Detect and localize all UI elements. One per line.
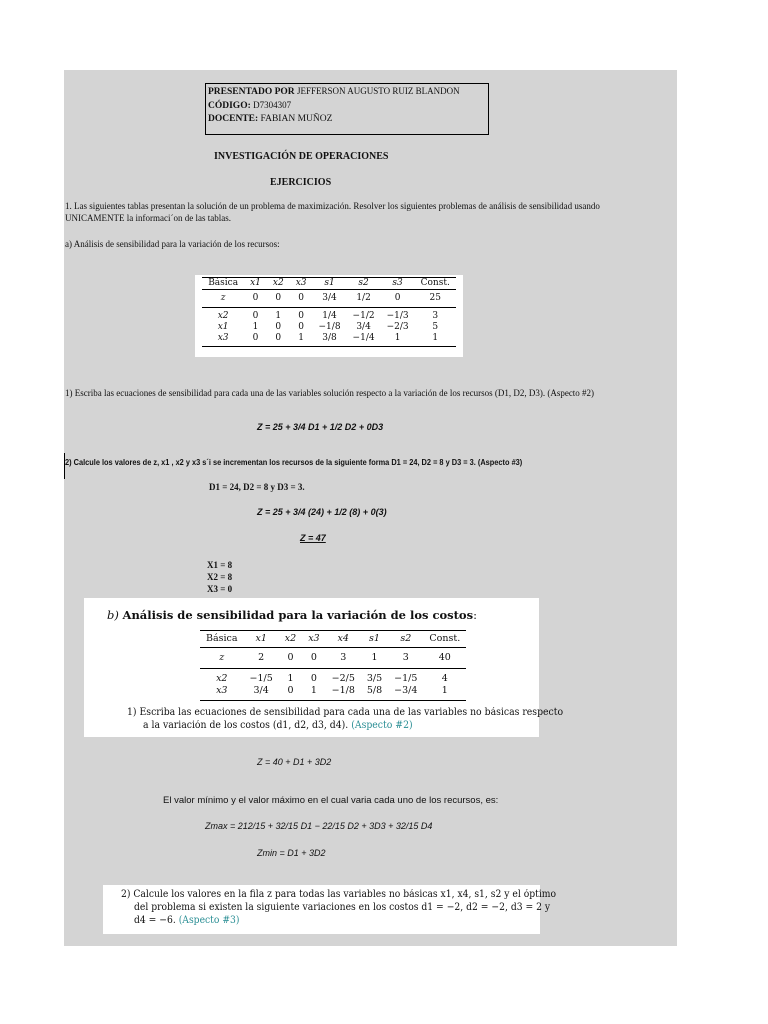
section-b-question-2-line-1: 2) Calcule los valores en la fila z para todas las variables no básicas x1, x4, s1, s2 y el óptimo: [121, 889, 557, 900]
table-header-cell: s1: [361, 631, 388, 648]
table-cell: −1/3: [386, 311, 409, 321]
section-b-prefix: b): [107, 608, 119, 622]
table-cell: 0: [279, 685, 302, 701]
table-cell: 0: [290, 290, 313, 308]
document-subtitle: EJERCICIOS: [270, 177, 332, 188]
table-cell: 0: [267, 290, 290, 308]
table-cell: 0: [310, 673, 317, 684]
codigo-value: D7304307: [253, 100, 292, 110]
table-header-cell: x3: [302, 631, 325, 648]
zmin-equation: Zmin = D1 + 3D2: [257, 848, 326, 858]
section-a-question-1: 1) Escriba las ecuaciones de sensibilidad para cada una de las variables solución respecto a la variación de los recursos (D1, D2, D3). (Aspecto #2): [65, 388, 595, 398]
table-header-cell: x2: [279, 631, 302, 648]
table-cell: 3: [326, 648, 361, 669]
table-cell: 1: [302, 685, 325, 701]
table-cell: 25: [415, 290, 456, 308]
table-cell: −1/5: [249, 673, 273, 684]
table-cell: 0: [298, 311, 304, 321]
presentado-label: PRESENTADO POR: [208, 87, 295, 97]
table-cell: 1/4: [322, 311, 337, 321]
presentado-line: [208, 85, 486, 99]
table-cell: −1/5: [394, 673, 418, 684]
table-cell: −2/3: [386, 322, 409, 332]
x2-value: X2 = 8: [207, 572, 233, 582]
table-cell: 0: [275, 322, 282, 332]
section-b-heading-line: [107, 608, 477, 622]
costs-table: [200, 630, 466, 701]
table-header-cell: Básica: [202, 278, 244, 290]
section-a-heading: a) Análisis de sensibilidad para la variación de los recursos:: [65, 239, 280, 249]
section-b-question-1-line-2: [143, 720, 413, 731]
table-cell: 5/8: [361, 685, 388, 701]
table-cell: 40: [423, 648, 466, 669]
section-a-equation-1: Z = 25 + 3/4 D1 + 1/2 D2 + 0D3: [257, 422, 384, 432]
table-cell: −1/4: [347, 333, 381, 347]
table-cell: 3/5: [366, 673, 383, 684]
author-info-box: [205, 83, 489, 135]
table-row-z: [202, 290, 456, 308]
presentado-value: JEFFERSON AUGUSTO RUIZ BLANDON: [297, 86, 460, 96]
table-cell: 3/4: [313, 290, 347, 308]
table-cell: 4: [441, 673, 448, 684]
table-row: [202, 333, 456, 347]
table-row: [200, 685, 466, 701]
document-page: [64, 70, 677, 946]
codigo-line: [208, 99, 486, 113]
table-header-cell: s1: [313, 278, 347, 290]
document-title: INVESTIGACIÓN DE OPERACIONES: [214, 151, 389, 162]
table-cell: 0: [244, 290, 267, 308]
docente-label: DOCENTE:: [208, 114, 259, 124]
table-header-cell: Básica: [200, 631, 244, 648]
given-values: D1 = 24, D2 = 8 y D3 = 3.: [209, 482, 305, 492]
docente-line: [208, 113, 486, 126]
table-cell: 3/4: [244, 685, 279, 701]
table-cell: 1: [415, 333, 456, 347]
table-cell: 0: [279, 648, 302, 669]
table-cell: −1/2: [352, 311, 375, 321]
section-b-question-2-text: d4 = −6.: [134, 915, 176, 926]
costs-panel: [84, 598, 564, 737]
table-cell: −1/8: [326, 685, 361, 701]
table-cell: 0: [302, 648, 325, 669]
section-b-equation-1: Z = 40 + D1 + 3D2: [257, 757, 332, 767]
x3-value: X3 = 0: [207, 584, 233, 594]
table-cell: 0: [298, 322, 304, 332]
resources-table: [202, 277, 456, 347]
aspect-2-link: (Aspecto #2): [351, 720, 413, 731]
aspect-3-link: (Aspecto #3): [178, 915, 240, 926]
table-cell: x2: [217, 311, 229, 321]
table-cell: 1: [287, 673, 294, 684]
table-cell: −2/5: [331, 673, 355, 684]
table-cell: 0: [381, 290, 415, 308]
table-row-z: [200, 648, 466, 669]
table-cell: 3: [432, 311, 439, 321]
section-b-question-1-line-1: 1) Escriba las ecuaciones de sensibilidad para cada una de las variables no básicas respecto: [127, 707, 564, 718]
table-row: [202, 322, 456, 333]
table-cell: 1: [381, 333, 415, 347]
table-header-cell: x4: [326, 631, 361, 648]
table-cell: z: [202, 290, 244, 308]
table-cell: 1: [275, 311, 282, 321]
table-row: [200, 669, 466, 686]
section-b-question-2-line-2: del problema si existen la siguiente variaciones en los costos d1 = −2, d2 = −2, d3 = 2 y: [134, 902, 551, 913]
table-cell: 0: [267, 333, 290, 347]
table-header-cell: Const.: [423, 631, 466, 648]
section-b-heading: Análisis de sensibilidad para la variación de los costos: [122, 608, 474, 622]
x1-value: X1 = 8: [207, 560, 233, 570]
table-cell: x3: [202, 333, 244, 347]
range-text: El valor mínimo y el valor máximo en el cual varia cada uno de los recursos, es:: [163, 795, 499, 806]
table-header-cell: x1: [244, 631, 279, 648]
table-header-row: [202, 278, 456, 290]
table-cell: 0: [244, 333, 267, 347]
question-2-panel: [103, 885, 557, 934]
table-cell: x3: [200, 685, 244, 701]
table-cell: −1/8: [318, 322, 341, 332]
table-cell: 5: [432, 322, 439, 332]
table-row: [202, 308, 456, 323]
table-cell: 1: [252, 322, 259, 332]
table-header-cell: Const.: [415, 278, 456, 290]
table-cell: z: [200, 648, 244, 669]
table-cell: x2: [216, 673, 228, 684]
table-header-cell: s3: [381, 278, 415, 290]
section-b-colon: :: [473, 608, 477, 622]
docente-value: FABIAN MUÑOZ: [260, 114, 333, 124]
table-cell: −3/4: [388, 685, 423, 701]
codigo-label: CÓDIGO:: [208, 101, 251, 111]
table-cell: x1: [217, 322, 229, 332]
zmax-equation: Zmax = 212/15 + 32/15 D1 − 22/15 D2 + 3D3 + 32/15 D4: [205, 821, 433, 831]
table-cell: 1: [290, 333, 313, 347]
resources-table-panel: [195, 275, 463, 357]
section-b-question-2-line-3: [134, 915, 239, 926]
table-cell: 2: [244, 648, 279, 669]
table-header-cell: x3: [290, 278, 313, 290]
table-header-cell: s2: [347, 278, 381, 290]
table-cell: 3: [388, 648, 423, 669]
table-header-cell: s2: [388, 631, 423, 648]
section-a-question-2: 2) Calcule los valores de z, x1 , x2 y x3 s´i se incrementan los recursos de la siguiente forma D1 = 24, D2 = 8 y D3 = 3. (Aspecto #3): [65, 457, 523, 467]
intro-paragraph: 1. Las siguientes tablas presentan la solución de un problema de maximización. Resolver los siguientes problemas de análisis de sensibilidad usando UNICAMENTE la informaci´on de las tablas.: [65, 201, 600, 223]
z-result: Z = 47: [300, 533, 326, 543]
section-b-question-1-text: a la variación de los costos (d1, d2, d3, d4).: [143, 720, 349, 731]
table-cell: 1/2: [347, 290, 381, 308]
table-cell: 3/8: [313, 333, 347, 347]
table-cell: 3/4: [356, 322, 371, 332]
table-header-cell: x1: [244, 278, 267, 290]
section-a-equation-2: Z = 25 + 3/4 (24) + 1/2 (8) + 0(3): [257, 507, 387, 517]
table-cell: 1: [361, 648, 388, 669]
table-header-cell: x2: [267, 278, 290, 290]
table-header-row: [200, 631, 466, 648]
table-cell: 0: [252, 311, 259, 321]
table-cell: 1: [423, 685, 466, 701]
